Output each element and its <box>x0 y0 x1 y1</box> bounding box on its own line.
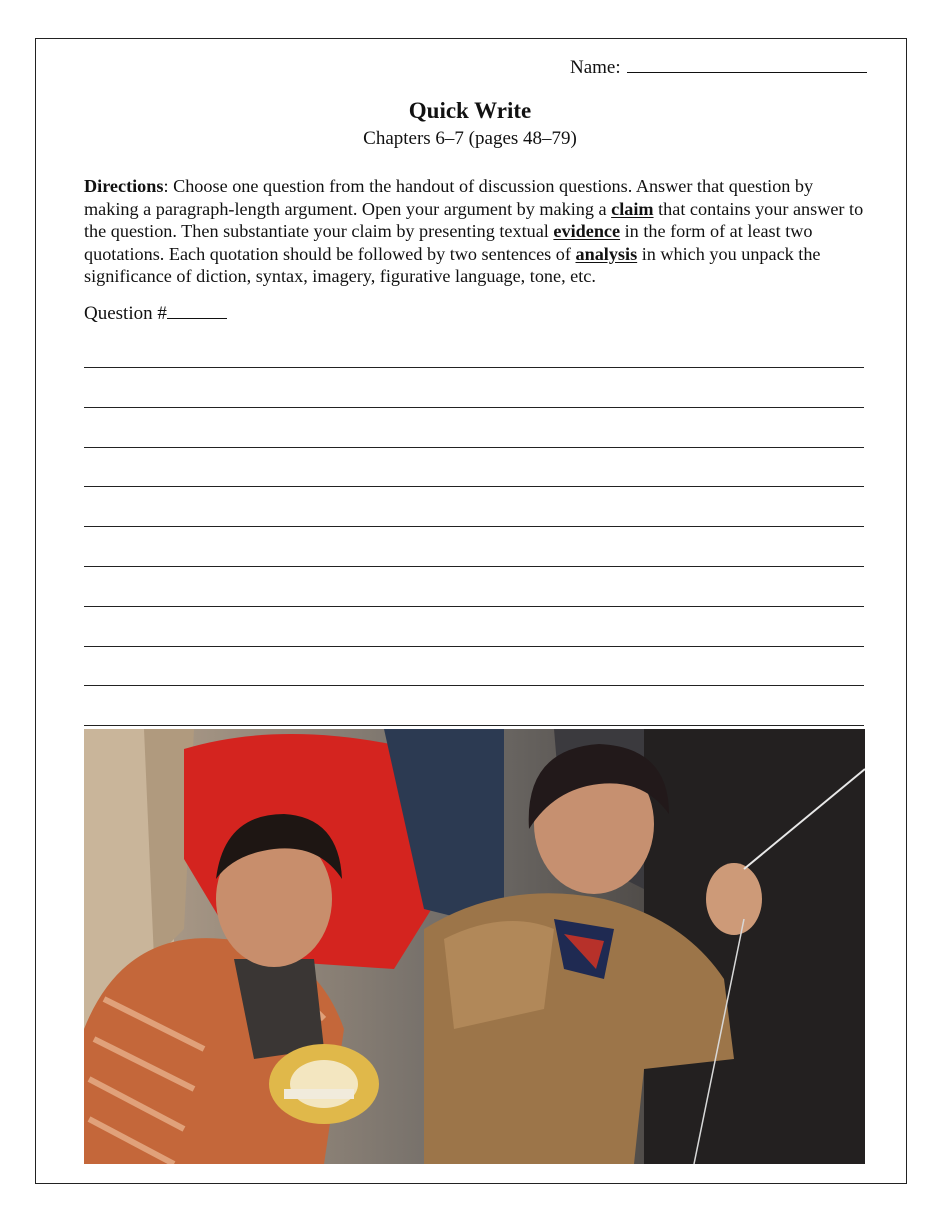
directions-text-4: in which you unpack the significance of diction, syntax, imagery, figurative language, tone, etc. <box>84 243 821 286</box>
answer-line[interactable] <box>84 486 864 487</box>
question-number-blank[interactable] <box>167 304 227 319</box>
worksheet-subtitle: Chapters 6–7 (pages 48–79) <box>363 128 577 149</box>
question-number-field <box>84 303 227 325</box>
name-label: Name: <box>570 57 621 78</box>
answer-line[interactable] <box>84 725 864 726</box>
answer-line[interactable] <box>84 447 864 448</box>
answer-line[interactable] <box>84 566 864 567</box>
directions-paragraph <box>84 175 868 288</box>
keyword-evidence: evidence <box>553 221 621 241</box>
question-label: Question # <box>84 303 167 324</box>
directions-text-3: in the form of at least two quotations. Each quotation should be followed by two sentences of <box>84 221 813 264</box>
two-boys-flying-kite-photo-icon <box>84 729 865 1164</box>
directions-label: Directions <box>84 176 164 196</box>
answer-line[interactable] <box>84 526 864 527</box>
name-field <box>570 56 867 79</box>
directions-text-1: : Choose one question from the handout of discussion questions. Answer that question by making a paragraph-length argument. Open your argument by making a <box>84 176 814 219</box>
answer-line[interactable] <box>84 685 864 686</box>
answer-line[interactable] <box>84 606 864 607</box>
answer-line[interactable] <box>84 367 864 368</box>
answer-line[interactable] <box>84 646 864 647</box>
answer-line[interactable] <box>84 407 864 408</box>
keyword-claim: claim <box>611 198 654 219</box>
directions-text-2: that contains your answer to the question. Then substantiate your claim by presenting textual <box>84 198 864 241</box>
keyword-analysis: analysis <box>575 243 638 264</box>
kite-photo <box>84 729 865 1164</box>
name-blank[interactable] <box>627 56 867 73</box>
worksheet-title: Quick Write <box>408 98 532 123</box>
